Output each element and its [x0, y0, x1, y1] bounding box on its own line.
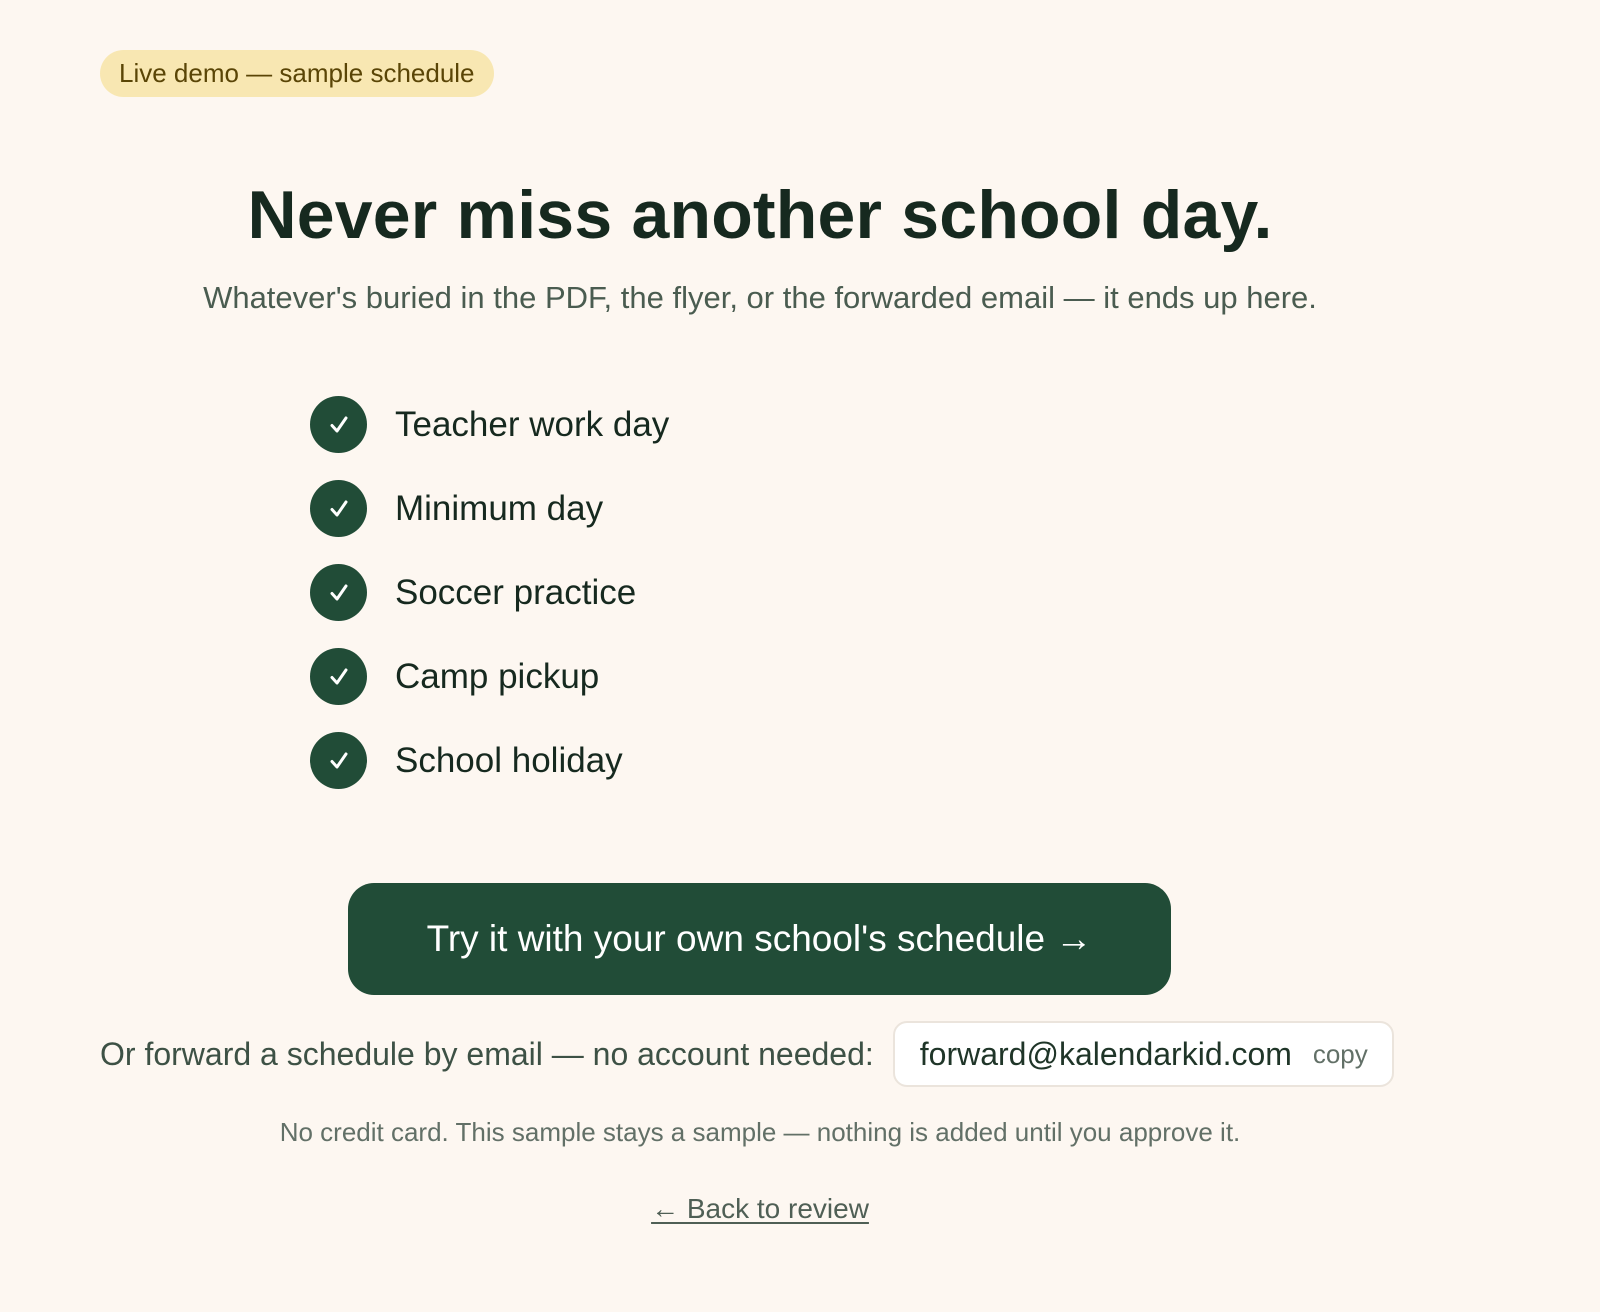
feature-item — [310, 648, 669, 705]
feature-item — [310, 396, 669, 453]
forward-email-box — [893, 1021, 1394, 1087]
check-icon — [310, 648, 367, 705]
feature-label: Minimum day — [395, 489, 604, 528]
forward-email-address: forward@kalendarkid.com — [919, 1035, 1292, 1072]
fine-print: No credit card. This sample stays a sample — nothing is added until you approve it. — [279, 1117, 1241, 1147]
check-icon — [310, 480, 367, 537]
copy-email-button[interactable]: copy — [1301, 1039, 1368, 1070]
back-to-review-link[interactable]: ← Back to review — [651, 1193, 869, 1224]
check-icon — [310, 564, 367, 621]
feature-item — [310, 732, 669, 789]
feature-label: Teacher work day — [395, 405, 670, 444]
back-link-container — [0, 1191, 1520, 1227]
feature-label: School holiday — [395, 741, 623, 780]
feature-list — [310, 396, 669, 816]
forward-email-row — [100, 1020, 1394, 1088]
feature-item — [310, 564, 669, 621]
feature-item — [310, 480, 669, 537]
feature-label: Camp pickup — [395, 657, 600, 696]
check-icon — [310, 396, 367, 453]
live-demo-badge: Live demo — sample schedule — [100, 50, 494, 97]
try-own-schedule-button[interactable]: Try it with your own school's schedule → — [348, 883, 1171, 995]
page-title: Never miss another school day. — [247, 177, 1273, 253]
page-subtitle: Whatever's buried in the PDF, the flyer, or the forwarded email — it ends up here. — [203, 280, 1317, 315]
check-icon — [310, 732, 367, 789]
forward-email-label: Or forward a schedule by email — no account needed: — [100, 1036, 874, 1072]
feature-label: Soccer practice — [395, 573, 637, 612]
